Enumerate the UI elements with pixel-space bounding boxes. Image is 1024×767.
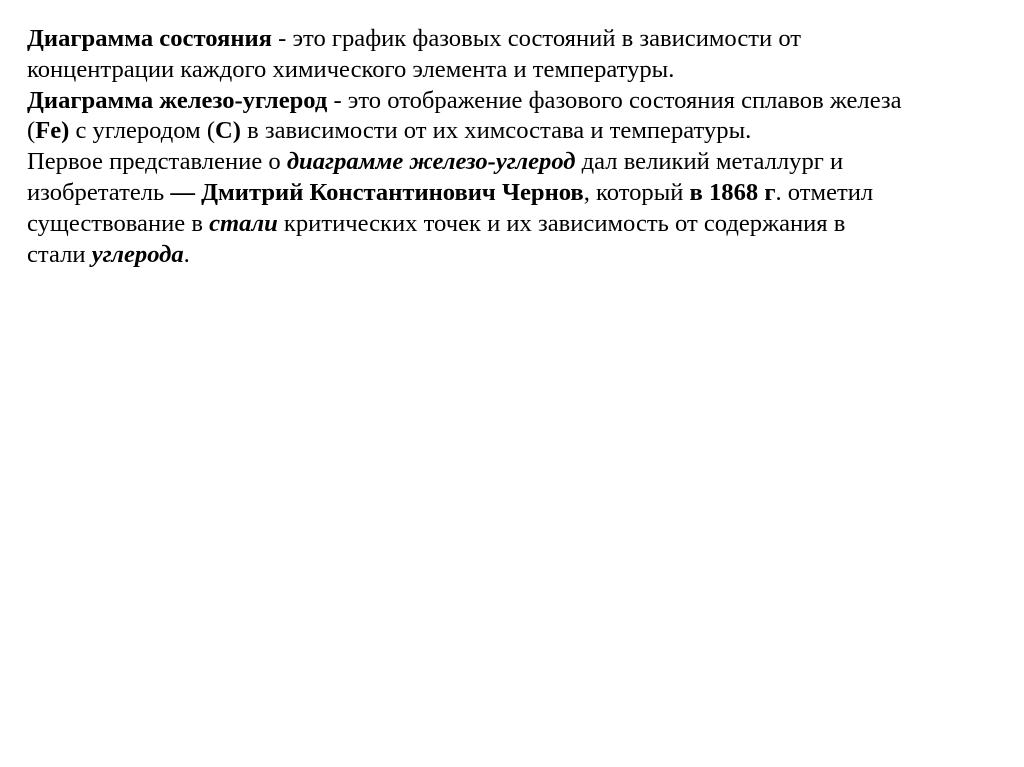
p3-l2-end: . отметил — [775, 178, 874, 206]
term-carbon: углерода — [91, 240, 184, 268]
text-block — [27, 24, 987, 270]
p3-l3-start: существование в — [27, 209, 210, 237]
p1-definition-part-1: - это график фазовых состояний в зависимости от — [271, 25, 802, 52]
p3-line-3 — [27, 209, 987, 240]
term-iron-carbon-diagram-italic: диаграмме железо-углерод — [286, 148, 576, 176]
p2-mid-text: с углеродом ( — [69, 117, 216, 145]
p3-l1-end: дал великий металлург и — [575, 148, 844, 176]
person-chernov: — Дмитрий Константинович Чернов — [170, 178, 584, 206]
p1-definition-part-2: концентрации каждого химического элемента и температуры. — [27, 55, 675, 83]
p2-rest-text: в зависимости от их химсостава и температуры. — [240, 117, 752, 145]
term-steel: стали — [209, 209, 278, 237]
year-1868: в 1868 г — [689, 178, 776, 206]
p3-line-4 — [27, 240, 987, 271]
term-iron-carbon-diagram: Диаграмма железо-углерод — [27, 86, 328, 114]
symbol-c: C) — [215, 117, 241, 145]
p3-line-2 — [27, 178, 987, 209]
p3-l3-end: критических точек и их зависимость от содержания в — [277, 209, 846, 237]
p2-line-1 — [27, 86, 987, 117]
p3-l2-start: изобретатель — [27, 178, 171, 206]
p3-l4-start: стали — [27, 240, 92, 268]
symbol-fe: Fe) — [35, 117, 70, 145]
p1-line-1 — [27, 24, 987, 55]
p3-l2-mid: , который — [583, 178, 690, 206]
p3-line-1 — [27, 147, 987, 178]
p3-l4-end: . — [183, 240, 190, 268]
p2-line-2 — [27, 116, 987, 147]
p2-definition-part-1: - это отображение фазового состояния сплавов железа — [327, 86, 902, 114]
p3-l1-start: Первое представление о — [27, 148, 287, 176]
p2-open-paren: ( — [27, 117, 36, 145]
p1-line-2 — [27, 55, 987, 86]
term-phase-diagram: Диаграмма состояния — [27, 25, 272, 52]
